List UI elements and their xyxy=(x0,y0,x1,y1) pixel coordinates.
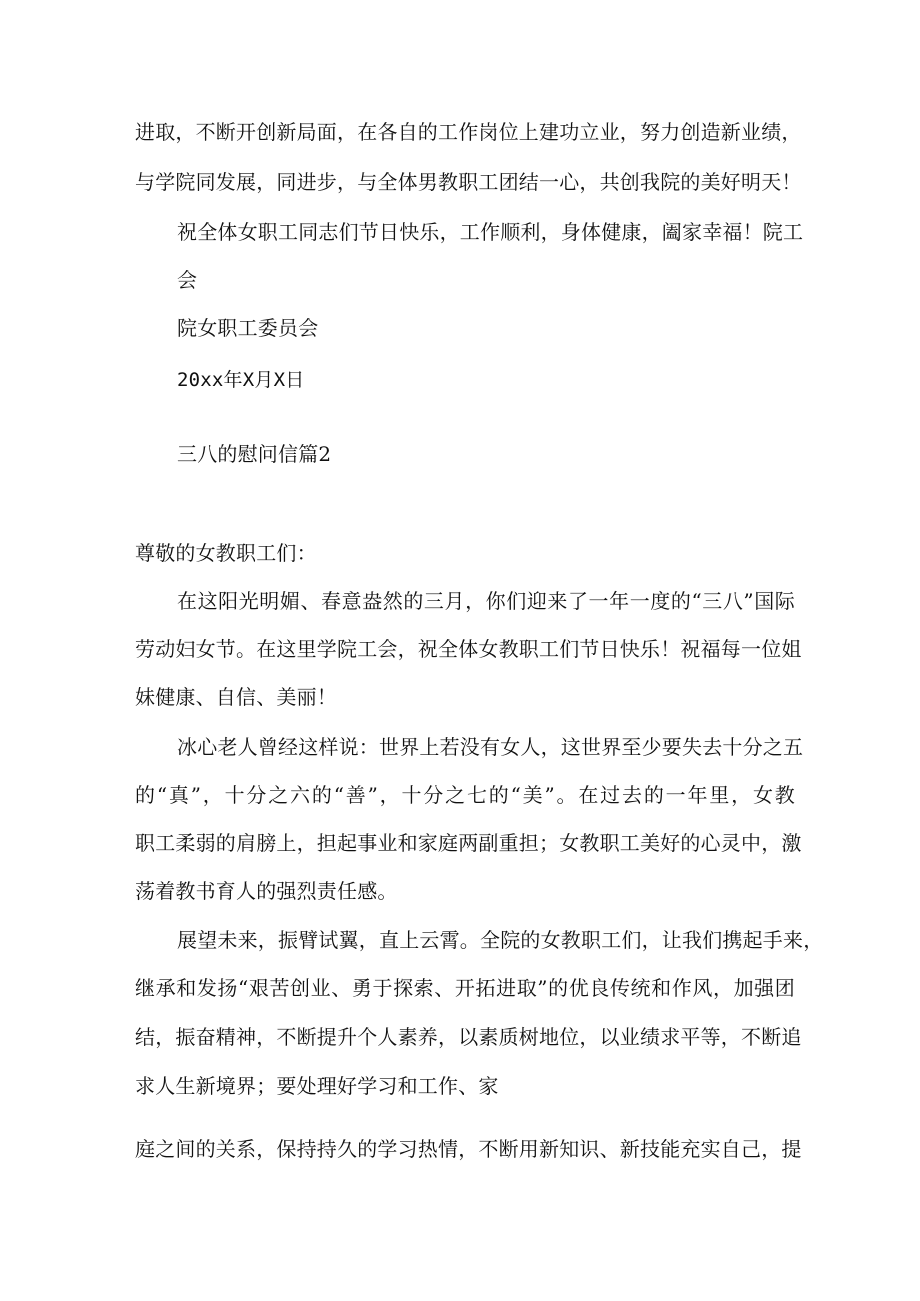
text-line: 的“真”，十分之六的“善”，十分之七的“美”。在过去的一年里，女教 xyxy=(135,783,795,807)
signature-line: 院女职工委员会 xyxy=(177,316,319,340)
text-line: 会 xyxy=(177,268,198,292)
text-line: 劳动妇女节。在这里学院工会，祝全体女教职工们节日快乐！祝福每一位姐 xyxy=(135,637,802,661)
text-line: 庭之间的关系，保持持久的学习热情，不断用新知识、新技能充实自己，提 xyxy=(135,1137,802,1161)
salutation: 尊敬的女教职工们： xyxy=(135,541,317,565)
text-line: 进取，不断开创新局面，在各自的工作岗位上建功立业，努力创造新业绩， xyxy=(135,120,802,144)
text-line: 妹健康、自信、美丽！ xyxy=(135,685,337,709)
date-line: 20xx年X月X日 xyxy=(177,369,305,391)
text-line: 冰心老人曾经这样说：世界上若没有女人，这世界至少要失去十分之五 xyxy=(177,735,804,759)
text-line: 职工柔弱的肩膀上，担起事业和家庭两副重担；女教职工美好的心灵中，激 xyxy=(135,831,802,855)
text-line: 荡着教书育人的强烈责任感。 xyxy=(135,879,398,903)
text-line: 结，振奋精神，不断提升个人素养，以素质树地位，以业绩求平等，不断追 xyxy=(135,1025,802,1049)
text-line: 求人生新境界；要处理好学习和工作、家 xyxy=(135,1074,499,1098)
text-line: 展望未来，振臂试翼，直上云霄。全院的女教职工们，让我们携起手来， xyxy=(177,928,824,952)
text-line: 继承和发扬“艰苦创业、勇于探索、开拓进取”的优良传统和作风，加强团 xyxy=(135,976,795,1000)
text-line: 祝全体女职工同志们节日快乐，工作顺利，身体健康，阖家幸福！院工 xyxy=(177,220,804,244)
text-line: 在这阳光明媚、春意盎然的三月，你们迎来了一年一度的“三八”国际 xyxy=(177,589,795,613)
section-title: 三八的慰问信篇2 xyxy=(177,442,332,466)
text-line: 与学院同发展，同进步，与全体男教职工团结一心，共创我院的美好明天！ xyxy=(135,170,802,194)
